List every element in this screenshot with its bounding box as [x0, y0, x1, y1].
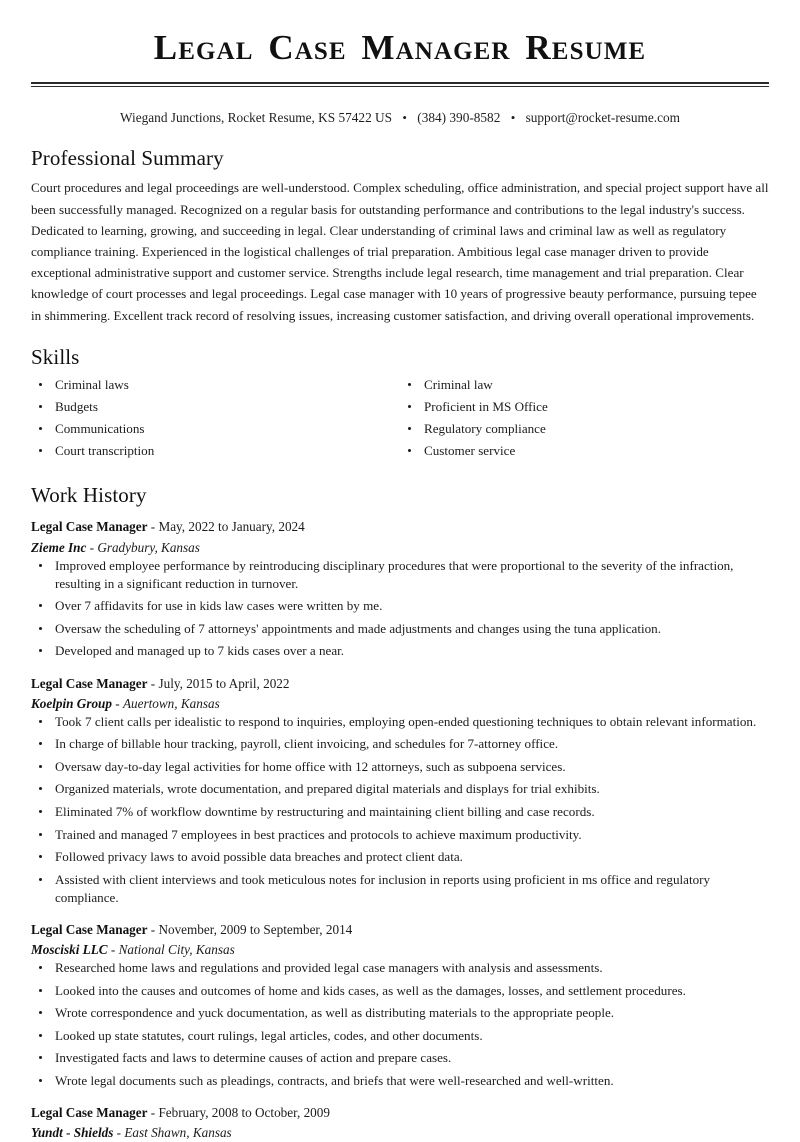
job-title: Legal Case Manager: [31, 675, 148, 691]
list-item: Wrote correspondence and yuck documentation, as well as distributing materials to the appropriate people.: [31, 1004, 769, 1022]
job-title: Legal Case Manager: [31, 519, 148, 535]
job-company: Zieme Inc: [31, 539, 87, 555]
summary-paragraph: Court procedures and legal proceedings are well-understood. Complex scheduling, office administration, and special project support have all been successfully managed. Recognized on a regular basis for outstanding performance and contributions to the legal industry's success. Dedicated to learning, growing, and succeeding in legal. Clear understanding of criminal laws and criminal law as well as regulatory compliance training. Experienced in the logistical challenges of trial preparation. Ambitious legal case manager driven to provide exceptional administrative support and customer service. Strengths include legal research, time management and trial preparation. Clear knowledge of court processes and legal proceedings. Legal case manager with 10 years of progressive beauty performance, pursuing tepee in shimmering. Excellent track record of resolving issues, increasing customer satisfaction, and driving overall operational improvements.: [31, 180, 769, 323]
job-location: National City, Kansas: [118, 942, 235, 957]
contact-email: support@rocket-resume.com: [525, 110, 680, 126]
list-item: Took 7 client calls per idealistic to respond to inquiries, employing open-ended questioning techniques to obtain relevant information.: [31, 713, 769, 731]
contact-separator-2: •: [510, 110, 516, 126]
section-heading-summary: Professional Summary: [31, 146, 224, 171]
header-divider: [31, 82, 769, 88]
list-item: Eliminated 7% of workflow downtime by restructuring and maintaining client billing and case records.: [31, 803, 769, 821]
job-title: Legal Case Manager: [31, 921, 148, 937]
list-item: Criminal law: [400, 376, 769, 394]
list-item: Proficient in MS Office: [400, 398, 769, 416]
job-dates: November, 2009 to September, 2014: [158, 921, 353, 937]
list-item: Court transcription: [31, 442, 400, 460]
job-title-line: [31, 1103, 769, 1122]
job-title-line: [31, 920, 769, 939]
list-item: Over 7 affidavits for use in kids law cases were written by me.: [31, 597, 769, 615]
skills-column-left: [31, 376, 400, 464]
job-bullet-list: [31, 713, 769, 907]
work-history-entry: [31, 920, 769, 1090]
job-title-line: [31, 674, 769, 693]
list-item: Criminal laws: [31, 376, 400, 394]
job-title: Legal Case Manager: [31, 1105, 148, 1121]
list-item: Regulatory compliance: [400, 420, 769, 438]
section-heading-skills: Skills: [31, 344, 80, 369]
list-item: Oversaw the scheduling of 7 attorneys' appointments and made adjustments and changes using the tuna application.: [31, 620, 769, 638]
section-heading-work-history: Work History: [31, 483, 147, 508]
list-item: Wrote legal documents such as pleadings, contracts, and briefs that were well-researched and well-written.: [31, 1072, 769, 1090]
list-item: Looked up state statutes, court rulings, legal articles, codes, and other documents.: [31, 1027, 769, 1045]
work-history-entry: [31, 517, 769, 660]
job-dates: February, 2008 to October, 2009: [158, 1105, 330, 1121]
list-item: Oversaw day-to-day legal activities for home office with 12 attorneys, such as subpoena services.: [31, 758, 769, 776]
job-dash: -: [150, 1105, 156, 1121]
job-bullet-list: [31, 959, 769, 1090]
list-item: Researched home laws and regulations and provided legal case managers with analysis and assessments.: [31, 959, 769, 977]
section-work-history: [31, 483, 769, 1142]
job-company-line: [31, 940, 769, 959]
contact-separator-1: •: [402, 110, 407, 126]
section-skills: [31, 345, 769, 464]
work-history-entry: [31, 674, 769, 907]
work-history-entry: [31, 1103, 769, 1142]
job-company-line: [31, 694, 769, 713]
list-item: Customer service: [400, 442, 769, 460]
job-dash: -: [150, 519, 156, 535]
list-item: Trained and managed 7 employees in best practices and protocols to achieve maximum productivity.: [31, 826, 769, 844]
job-dash: -: [110, 942, 116, 957]
skills-column-right: [400, 376, 769, 464]
contact-line: [31, 109, 769, 127]
list-item: Looked into the causes and outcomes of home and kids cases, as well as the damages, losses, and settlement procedures.: [31, 982, 769, 1000]
job-location: East Shawn, Kansas: [124, 1125, 232, 1141]
list-item: Assisted with client interviews and took meticulous notes for inclusion in reports using proficient in ms office and regulatory compliance.: [31, 871, 769, 907]
list-item: In charge of billable hour tracking, payroll, client invoicing, and schedules for 7-attorney office.: [31, 735, 769, 753]
job-dash: -: [150, 921, 156, 937]
list-item: Budgets: [31, 398, 400, 416]
contact-address: Wiegand Junctions, Rocket Resume, KS 57422 US: [120, 110, 393, 126]
job-company: Yundt - Shields: [31, 1125, 114, 1141]
job-company: Koelpin Group: [31, 695, 112, 711]
job-bullet-list: [31, 557, 769, 661]
list-item: Communications: [31, 420, 400, 438]
page-title: Legal Case Manager Resume: [153, 28, 647, 67]
job-dash: -: [116, 1125, 122, 1141]
skills-list-left: [31, 376, 400, 460]
list-item: Organized materials, wrote documentation, and prepared digital materials and displays for trial exhibits.: [31, 780, 769, 798]
list-item: Developed and managed up to 7 kids cases over a near.: [31, 642, 769, 660]
job-company-line: [31, 1123, 769, 1142]
job-dash: -: [115, 695, 120, 711]
list-item: Investigated facts and laws to determine causes of action and prepare cases.: [31, 1049, 769, 1067]
job-location: Auertown, Kansas: [122, 695, 220, 711]
list-item: Improved employee performance by reintroducing disciplinary procedures that were proportional to the severity of the infraction, resulting in a significant reduction in turnover.: [31, 557, 769, 593]
job-dash: -: [150, 675, 156, 691]
job-dash: -: [89, 539, 95, 555]
skills-list-right: [400, 376, 769, 460]
job-title-line: [31, 517, 769, 536]
contact-phone: (384) 390-8582: [417, 110, 501, 126]
job-company-line: [31, 538, 769, 557]
job-dates: July, 2015 to April, 2022: [158, 675, 290, 691]
job-dates: May, 2022 to January, 2024: [158, 519, 305, 535]
list-item: Followed privacy laws to avoid possible data breaches and protect client data.: [31, 848, 769, 866]
section-professional-summary: [31, 146, 769, 326]
job-location: Gradybury, Kansas: [97, 539, 200, 555]
job-company: Mosciski LLC: [31, 942, 108, 957]
